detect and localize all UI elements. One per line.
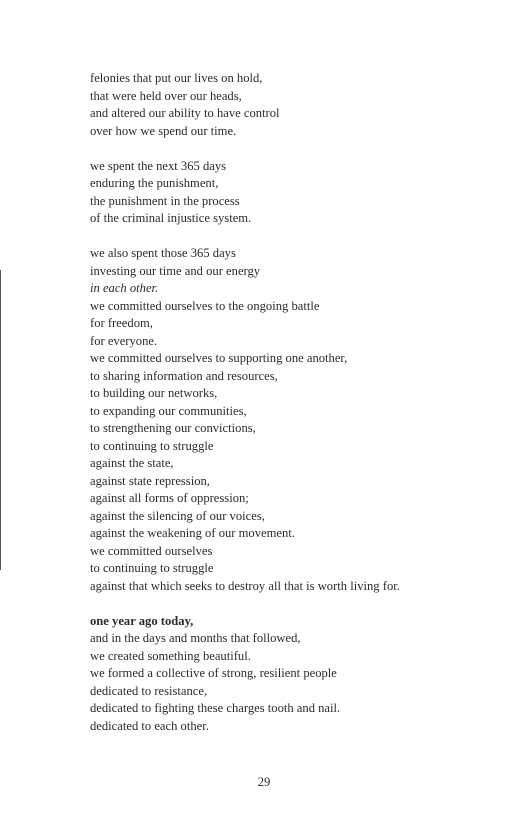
stanza: [90, 158, 510, 228]
text-line: dedicated to each other.: [90, 718, 209, 733]
text-line: investing our time and our energy: [90, 263, 261, 278]
text-line: dedicated to fighting these charges tooth and nail.: [90, 701, 341, 715]
text-line: to strengthening our convictions,: [90, 421, 256, 435]
text-line: the punishment in the process: [90, 193, 240, 208]
text-line: to continuing to struggle: [90, 561, 214, 575]
text-line: we formed a collective of strong, resilient people: [90, 666, 337, 680]
text-line: that were held over our heads,: [90, 88, 242, 103]
text-line: to building our networks,: [90, 386, 218, 400]
stanza: [90, 70, 510, 140]
text-line: against the weakening of our movement.: [90, 526, 295, 540]
page-body: [90, 70, 510, 753]
text-line: to expanding our communities,: [90, 403, 247, 418]
text-line: against the silencing of our voices,: [90, 508, 265, 523]
page-number: 29: [257, 775, 271, 789]
text-line: in each other.: [90, 281, 159, 295]
text-line: enduring the punishment,: [90, 176, 219, 190]
text-line: to continuing to struggle: [90, 438, 214, 453]
text-line: against all forms of oppression;: [90, 491, 249, 505]
text-line: for freedom,: [90, 316, 153, 330]
text-line: dedicated to resistance,: [90, 683, 208, 698]
text-line: and altered our ability to have control: [90, 106, 280, 120]
text-line: we committed ourselves to the ongoing battle: [90, 298, 320, 313]
text-line: we created something beautiful.: [90, 648, 251, 663]
text-line: we spent the next 365 days: [90, 158, 227, 173]
text-line: and in the days and months that followed,: [90, 631, 301, 645]
text-line: for everyone.: [90, 333, 158, 348]
text-line: of the criminal injustice system.: [90, 211, 252, 225]
text-line: we committed ourselves: [90, 543, 213, 558]
text-line: we committed ourselves to supporting one another,: [90, 351, 348, 365]
text-line: we also spent those 365 days: [90, 246, 236, 260]
stanza: [90, 245, 510, 595]
text-line: felonies that put our lives on hold,: [90, 71, 263, 85]
text-line: against the state,: [90, 456, 174, 470]
stanza: [90, 613, 510, 736]
text-line: against state repression,: [90, 473, 210, 488]
text-line: over how we spend our time.: [90, 123, 237, 138]
margin-rule: [0, 270, 1, 570]
text-line: against that which seeks to destroy all that is worth living for.: [90, 578, 400, 593]
text-line: one year ago today,: [90, 613, 194, 628]
text-line: to sharing information and resources,: [90, 368, 278, 383]
